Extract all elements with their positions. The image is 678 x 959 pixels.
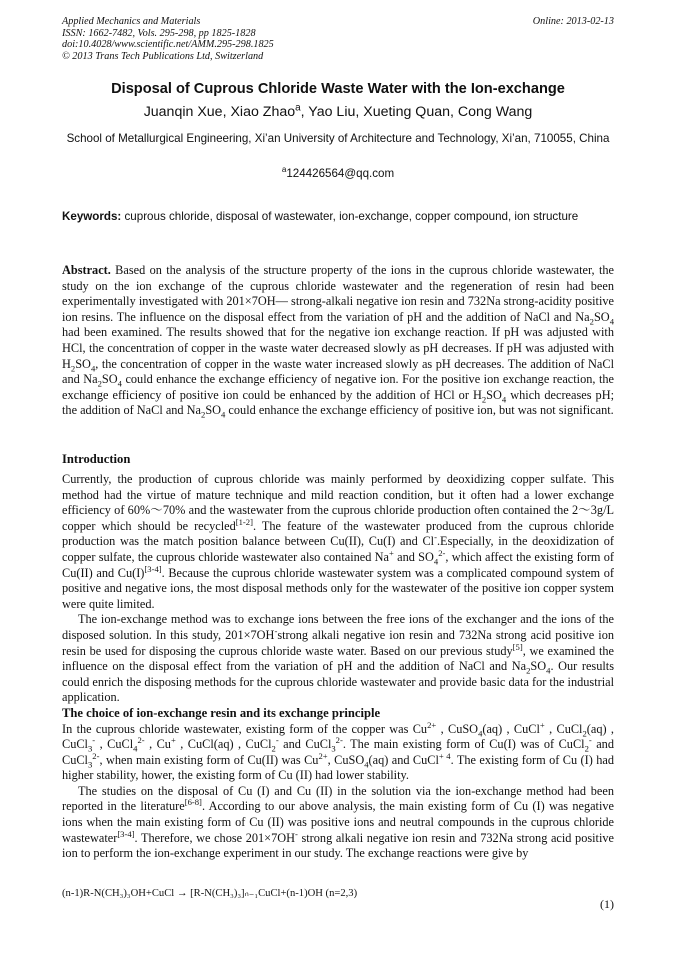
affiliation: School of Metallurgical Engineering, Xi’an University of Architecture and Technology, Xi’an, 710055, China xyxy=(66,132,610,145)
paper-title: Disposal of Cuprous Chloride Waste Water with the Ion-exchange xyxy=(111,81,565,97)
abstract: Abstract. Based on the analysis of the structure property of the ions in the cuprous chloride wastewater, the study on the ion exchange of the cuprous chloride wastewater and the regeneration of resin had been experimentally investigated with 201×7OH— strong-alkali negative ion resin and 732Na strong-acidity positive ion resins. The influence on the disposal effect from the variation of pH and the addition of NaCl and $Na_2SO_4$ had been examined. The results showed that for the negative ion exchange reaction. If pH was adjusted with HCl, the concentration of copper in the waste water decreased slowly as pH decreases. If pH was adjusted with $H_2SO_4$, the concentration of copper in the waste water increased slowly as pH decreases. The addition of NaCl and $Na_2SO_4$ could enhance the exchange efficiency of negative ion. For the positive ion exchange reaction, the exchange efficiency of positive ion could be enhanced by the addition of HCl or $H_2SO_4$ which decreases pH; the addition of NaCl and $Na_2SO_4$ could enhance the exchange efficiency of positive ion, but was not significant. xyxy=(62,263,614,420)
citation[interactable]: [5] xyxy=(512,641,523,652)
journal-name: Applied Mechanics and Materials xyxy=(62,16,201,27)
intro-paragraph-1: Currently, the production of cuprous chloride was mainly performed by deoxidizing copper sulfate. This method had the virtue of mature technique and mild reaction condition, but it often had a lower exchange efficiency of 60%～70% and the wastewater from the cuprous chloride production often contained the 2～3g/L copper which should be recycled[1-2]. The feature of the wastewater produced from the cuprous chloride production was the match position balance between Cu(II), Cu(I) and Cl-.Especially, in the deoxidization of copper sulfate, the cuprous chloride wastewater also contained Na+ and $SO_4^{2-}$, which affect the existing form of Cu(II) and Cu(I)[3-4]. Because the cuprous chloride wastewater system was a complicated compound system of positive and negative ions, the most disposal methods only for the wastewater of the positive ion copper system were quite limited. xyxy=(62,472,615,611)
choice-paragraph-1: In the cuprous chloride wastewater, existing form of the copper was $Cu^{2+}$ , CuSO$_4$(aq) , CuCl+ , CuCl$_2$(aq) , CuCl$_3$- , CuCl$_4^{2-}$ , Cu+ , CuCl(aq) , CuCl$_2$- and CuCl$_3^{2-}$. The main existing form of Cu(I) was of CuCl$_2$- and CuCl$_3^{2-}$, when main existing form of Cu(II) was $Cu^{2+}$, CuSO$_4$(aq) and CuCl$^{+ 4}$. The existing form of Cu (I) had higher stability, hower, the existing form of Cu (II) had lower stability. xyxy=(62,719,615,783)
abstract-label: Abstract. xyxy=(62,263,111,277)
email-address[interactable]: 124426564@qq.com xyxy=(286,167,395,180)
doi-line: doi:10.4028/www.scientific.net/AMM.295-298.1825 xyxy=(62,39,274,50)
keywords-label: Keywords: xyxy=(62,210,122,223)
section-heading-introduction: Introduction xyxy=(62,452,131,466)
keywords: Keywords: cuprous chloride, disposal of wastewater, ion-exchange, copper compound, ion structure xyxy=(62,210,579,223)
choice-paragraph-2: The studies on the disposal of Cu (I) and Cu (II) in the solution via the ion-exchange method had been reported in the literature[6-8]. According to our above analysis, the main existing form of Cu (I) was negative ions when the main existing form of Cu (II) was positive ions and neutral compounds in the cuprous chloride wastewater[3-4]. Therefore, we chose 201×7OH- strong alkali negative ion resin and 732Na strong acid positive ion to perform the ion-exchange experiment in our study. The exchange reactions were give by xyxy=(62,783,615,861)
introduction-body xyxy=(62,472,614,862)
citation[interactable]: [6-8] xyxy=(184,797,202,808)
online-date: Online: 2013-02-13 xyxy=(532,16,614,27)
intro-paragraph-2: The ion-exchange method was to exchange ions between the free ions of the exchanger and the ions of the disposed solution. In this study, 201×7OH-strong alkali negative ion resin and 732Na strong acid positive ion resin be used for disposing the cuprous chloride waste water. Based on our previous study[5], we examined the influence on the disposal effect from the variation of pH and the addition of NaCl and $Na_2SO_4$. Our results could enrich the disposing methods for the cuprous chloride wastewater and provide basic data for the industrial application. xyxy=(62,612,614,705)
equation-1: (n-1)R-N(CH₃)₃OH+CuCl → [R-N(CH₃)₃]ₙ₋₁CuCl+(n-1)OH (n=2,3) xyxy=(62,888,358,899)
citation[interactable]: [3-4] xyxy=(117,828,135,839)
citation[interactable]: [3-4] xyxy=(144,563,162,574)
choice-section xyxy=(62,706,614,862)
equation-number: (1) xyxy=(600,897,614,911)
journal-header xyxy=(62,16,274,62)
author-list: Juanqin Xue, Xiao Zhao$^a$, Yao Liu, Xueting Quan, Cong Wang xyxy=(143,102,533,120)
section-heading-choice: The choice of ion-exchange resin and its exchange principle xyxy=(62,705,381,720)
citation[interactable]: [1-2] xyxy=(235,516,253,527)
author-email: $^a$124426564@qq.com xyxy=(281,165,395,180)
issn-line: ISSN: 1662-7482, Vols. 295-298, pp 1825-1828 xyxy=(62,27,256,39)
copyright-line: © 2013 Trans Tech Publications Ltd, Switzerland xyxy=(62,50,264,62)
